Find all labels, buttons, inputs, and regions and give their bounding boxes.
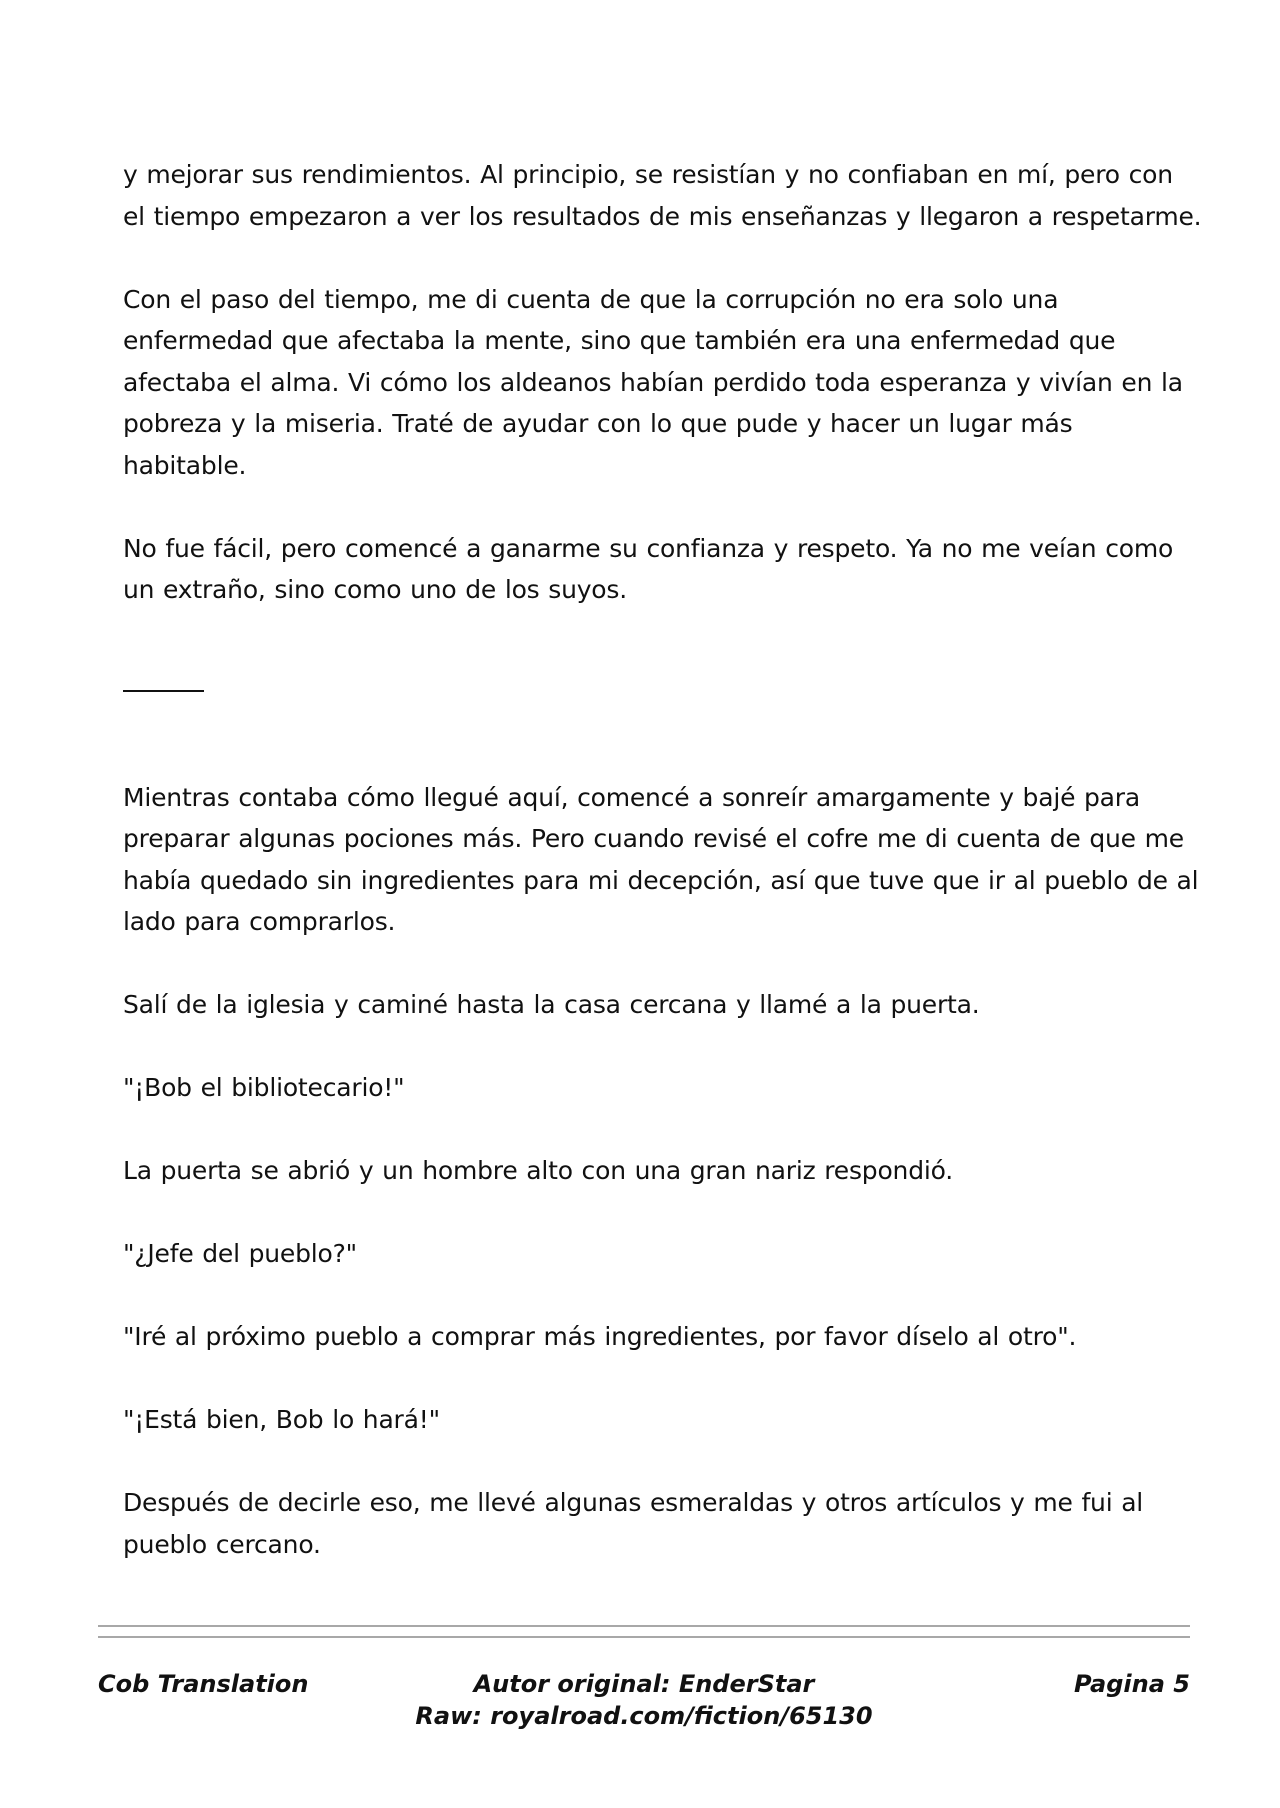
footer-rule-top: [98, 1625, 1190, 1627]
paragraph-3: No fue fácil, pero comencé a ganarme su confianza y respeto. Ya no me veían como un extraño, sino como uno de los suyos.: [123, 533, 1174, 604]
paragraph-4: Mientras contaba cómo llegué aquí, comencé a sonreír amargamente y bajé para preparar algunas pociones más. Pero cuando revisé el cofre me di cuenta de que me había quedado sin ingredientes para mi decepción, así que tuve que ir al pueblo de al lado para comprarlos.: [123, 782, 1199, 936]
footer-author: Autor original: EnderStar: [473, 1670, 815, 1698]
page-body: [123, 154, 1203, 1607]
paragraph-2: Con el paso del tiempo, me di cuenta de que la corrupción no era solo una enfermedad que afectaba la mente, sino que también era una enfermedad que afectaba el alma. Vi cómo los aldeanos habían perdido toda esperanza y vivían en la pobreza y la miseria. Traté de ayudar con lo que pude y hacer un lugar más habitable.: [123, 284, 1183, 480]
paragraph-5: Salí de la iglesia y caminé hasta la casa cercana y llamé a la puerta.: [123, 990, 980, 1019]
paragraph-6: La puerta se abrió y un hombre alto con una gran nariz respondió.: [123, 1156, 954, 1185]
footer-raw-link: Raw: royalroad.com/fiction/65130: [415, 1702, 873, 1730]
footer-translator: Cob Translation: [98, 1670, 309, 1698]
page-footer: [98, 1668, 1190, 1738]
dialogue-3: "Iré al próximo pueblo a comprar más ingredientes, por favor díselo al otro".: [123, 1322, 1077, 1351]
separator-line: [123, 690, 204, 692]
paragraph-7: Después de decirle eso, me llevé algunas esmeraldas y otros artículos y me fui al pueblo cercano.: [123, 1488, 1144, 1559]
paragraph-1: y mejorar sus rendimientos. Al principio, se resistían y no confiaban en mí, pero con el tiempo empezaron a ver los resultados de mis enseñanzas y llegaron a respetarme.: [123, 160, 1202, 231]
footer-credits: [98, 1668, 1190, 1732]
dialogue-4: "¡Está bien, Bob lo hará!": [123, 1405, 440, 1434]
dialogue-1: "¡Bob el bibliotecario!": [123, 1073, 405, 1102]
footer-rule-bottom: [98, 1636, 1190, 1638]
footer-page-number: Pagina 5: [1074, 1670, 1190, 1698]
dialogue-2: "¿Jefe del pueblo?": [123, 1239, 357, 1268]
scene-separator: [123, 652, 1203, 694]
